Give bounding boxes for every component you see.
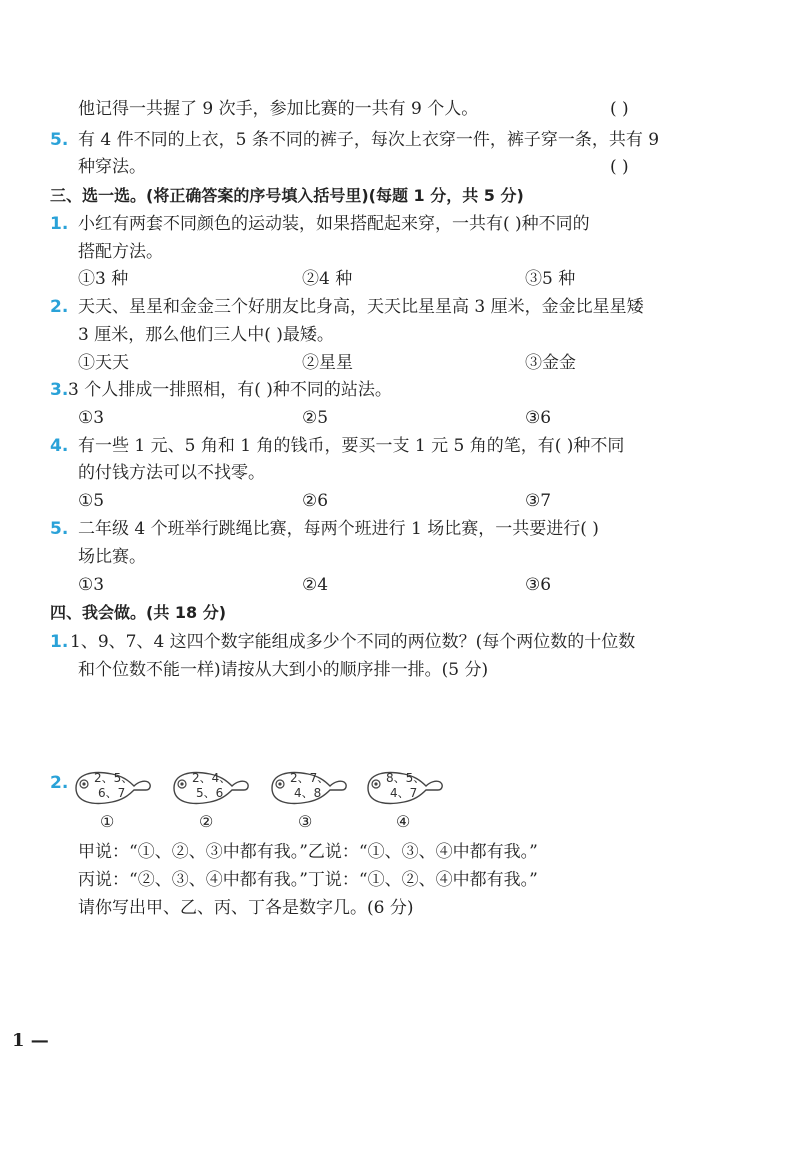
fish-numbers (386, 771, 425, 801)
option-2: ②4 种 (302, 269, 353, 289)
question-number: 3. (50, 380, 69, 400)
fish-label: ③ (298, 812, 313, 831)
statement-4-continued: 他记得一共握了 9 次手，参加比赛的一共有 9 个人。 (78, 99, 479, 119)
fish-numbers (290, 771, 329, 801)
option-3: ③6 (525, 575, 552, 595)
question-number: 5. (50, 519, 69, 539)
fish-numbers-bottom: 4、8 (294, 786, 322, 800)
fish-numbers-bottom: 4、7 (390, 786, 418, 800)
answer-paren[interactable]: ( ) (610, 157, 629, 177)
page-number: 1 — (12, 1030, 49, 1051)
question-number: 4. (50, 436, 69, 456)
option-2: ②5 (302, 408, 329, 428)
fish-label: ④ (396, 812, 411, 831)
option-3: ③6 (525, 408, 552, 428)
fish-figure (170, 768, 254, 808)
fish-numbers-top: 2、7、 (290, 771, 330, 785)
fish-numbers-top: 2、5、 (94, 771, 134, 785)
section-3-heading: 三、选一选。(将正确答案的序号填入括号里)(每题 1 分，共 5 分) (50, 186, 524, 205)
fish-label: ② (199, 812, 214, 831)
option-1: ①3 (78, 408, 105, 428)
s3-q1-line1: 小红有两套不同颜色的运动装，如果搭配起来穿，一共有( )种不同的 (78, 214, 590, 234)
s4-q2-line2: 丙说：“②、③、④中都有我。”丁说：“①、②、④中都有我。” (78, 870, 538, 890)
option-1: ①5 (78, 491, 105, 511)
option-1: ①3 (78, 575, 105, 595)
option-3: ③金金 (525, 353, 576, 373)
section-4-heading: 四、我会做。(共 18 分) (50, 603, 227, 622)
s4-q2-line1: 甲说：“①、②、③中都有我。”乙说：“①、③、④中都有我。” (78, 842, 538, 862)
option-2: ②星星 (302, 353, 353, 373)
fish-numbers (192, 771, 231, 801)
fish-figure (72, 768, 156, 808)
s3-q5-line2: 场比赛。 (78, 547, 146, 567)
question-number: 5. (50, 130, 69, 150)
option-2: ②6 (302, 491, 329, 511)
option-3: ③5 种 (525, 269, 576, 289)
option-2: ②4 (302, 575, 329, 595)
s3-q3-line1: 3 个人排成一排照相，有( )种不同的站法。 (68, 380, 392, 400)
fish-numbers-bottom: 5、6 (196, 786, 224, 800)
question-number: 1. (50, 214, 69, 234)
fish-figure (364, 768, 448, 808)
answer-paren[interactable]: ( ) (610, 99, 629, 119)
fish-numbers-bottom: 6、7 (98, 786, 126, 800)
option-1: ①天天 (78, 353, 129, 373)
option-1: ①3 种 (78, 269, 129, 289)
question-number: 1. (50, 632, 69, 652)
question-number: 2. (50, 297, 69, 317)
s3-q2-line2: 3 厘米，那么他们三人中( )最矮。 (78, 325, 334, 345)
fish-numbers-top: 8、5、 (386, 771, 426, 785)
fish-figure (268, 768, 352, 808)
fish-numbers (94, 771, 133, 801)
question-number: 2. (50, 773, 69, 793)
fish-figure-row (72, 768, 442, 808)
s4-q1-line2: 和个位数不能一样)请按从大到小的顺序排一排。(5 分) (78, 660, 489, 680)
s3-q5-line1: 二年级 4 个班举行跳绳比赛，每两个班进行 1 场比赛，一共要进行( ) (78, 519, 599, 539)
s3-q2-line1: 天天、星星和金金三个好朋友比身高，天天比星星高 3 厘米，金金比星星矮 (78, 297, 644, 317)
fish-numbers-top: 2、4、 (192, 771, 232, 785)
statement-5-line1: 有 4 件不同的上衣，5 条不同的裤子，每次上衣穿一件，裤子穿一条，共有 9 (78, 130, 660, 150)
s4-q1-line1: 1、9、7、4 这四个数字能组成多少个不同的两位数？(每个两位数的十位数 (70, 632, 636, 652)
fish-label: ① (100, 812, 115, 831)
statement-5-line2: 种穿法。 (78, 157, 146, 177)
option-3: ③7 (525, 491, 552, 511)
s3-q4-line1: 有一些 1 元、5 角和 1 角的钱币，要买一支 1 元 5 角的笔，有( )种不同 (78, 436, 625, 456)
s3-q1-line2: 搭配方法。 (78, 242, 163, 262)
s4-q2-line3: 请你写出甲、乙、丙、丁各是数字几。(6 分) (78, 898, 414, 918)
s3-q4-line2: 的付钱方法可以不找零。 (78, 463, 265, 483)
